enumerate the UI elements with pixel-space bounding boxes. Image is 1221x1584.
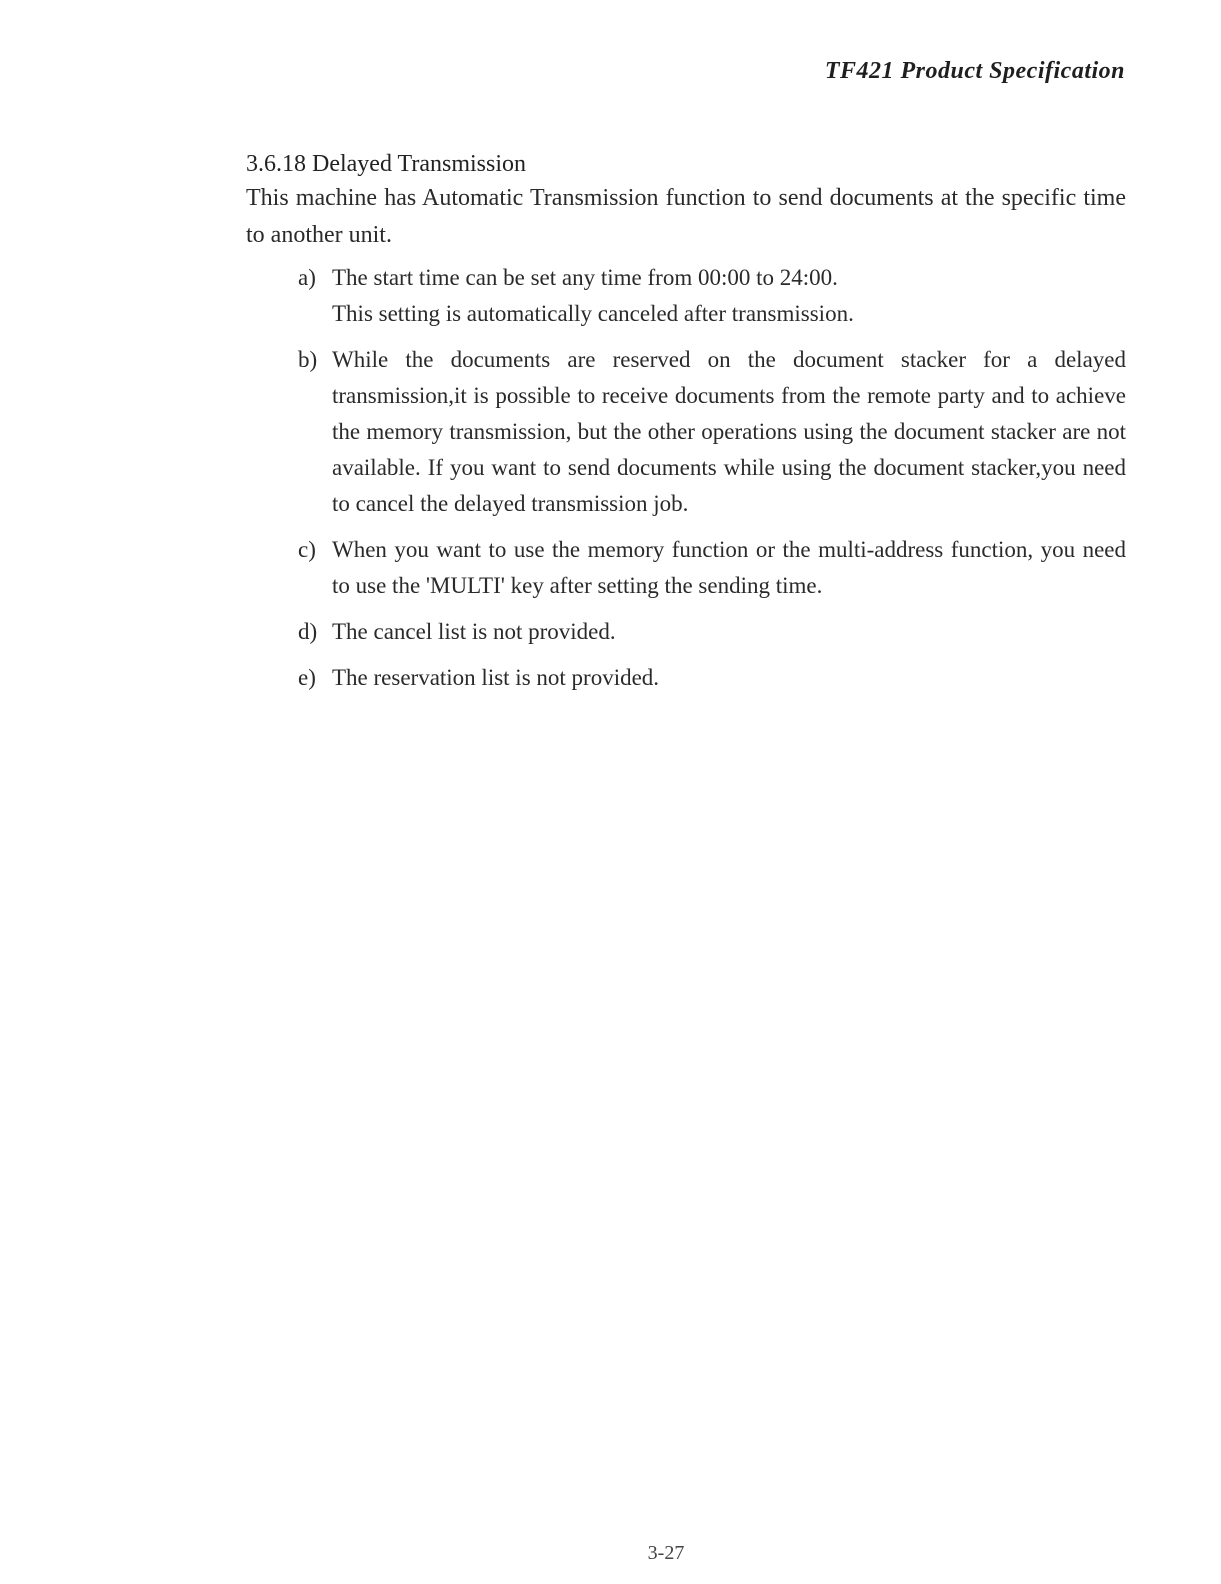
section-title: 3.6.18 Delayed Transmission xyxy=(246,151,527,177)
page-number: 3-27 xyxy=(647,1542,685,1564)
item-text: The cancel list is not provided. xyxy=(332,619,616,644)
section-intro: This machine has Automatic Transmission function to send documents at the specific time to another unit. xyxy=(246,185,1126,248)
item-text: While the documents are reserved on the document stacker for a delayed transmission,it is possible to receive documents from the remote party and to achieve the memory transmission, but the other operations using the document stacker are not available. If you want to send documents while using the document stacker,you need to cancel the delayed transmission job. xyxy=(332,347,1126,516)
list-item-c xyxy=(298,532,1126,604)
item-marker: a) xyxy=(298,265,316,290)
list-item-e xyxy=(298,660,1126,696)
list-item-d xyxy=(298,614,1126,650)
item-marker: d) xyxy=(298,619,318,644)
item-text: When you want to use the memory function or the multi-address function, you need to use the 'MULTI' key after setting the sending time. xyxy=(332,537,1126,598)
item-marker: e) xyxy=(298,665,316,690)
document-body xyxy=(246,148,1126,706)
item-marker: c) xyxy=(298,537,316,562)
item-list xyxy=(246,260,1126,696)
page-header: TF421 Product Specification xyxy=(824,58,1125,84)
item-text: This setting is automatically canceled after transmission. xyxy=(332,301,854,326)
item-marker: b) xyxy=(298,347,318,372)
list-item-a xyxy=(298,260,1126,332)
item-text: The reservation list is not provided. xyxy=(332,665,660,690)
list-item-b xyxy=(298,342,1126,522)
item-text: The start time can be set any time from 00:00 to 24:00. xyxy=(332,265,838,290)
